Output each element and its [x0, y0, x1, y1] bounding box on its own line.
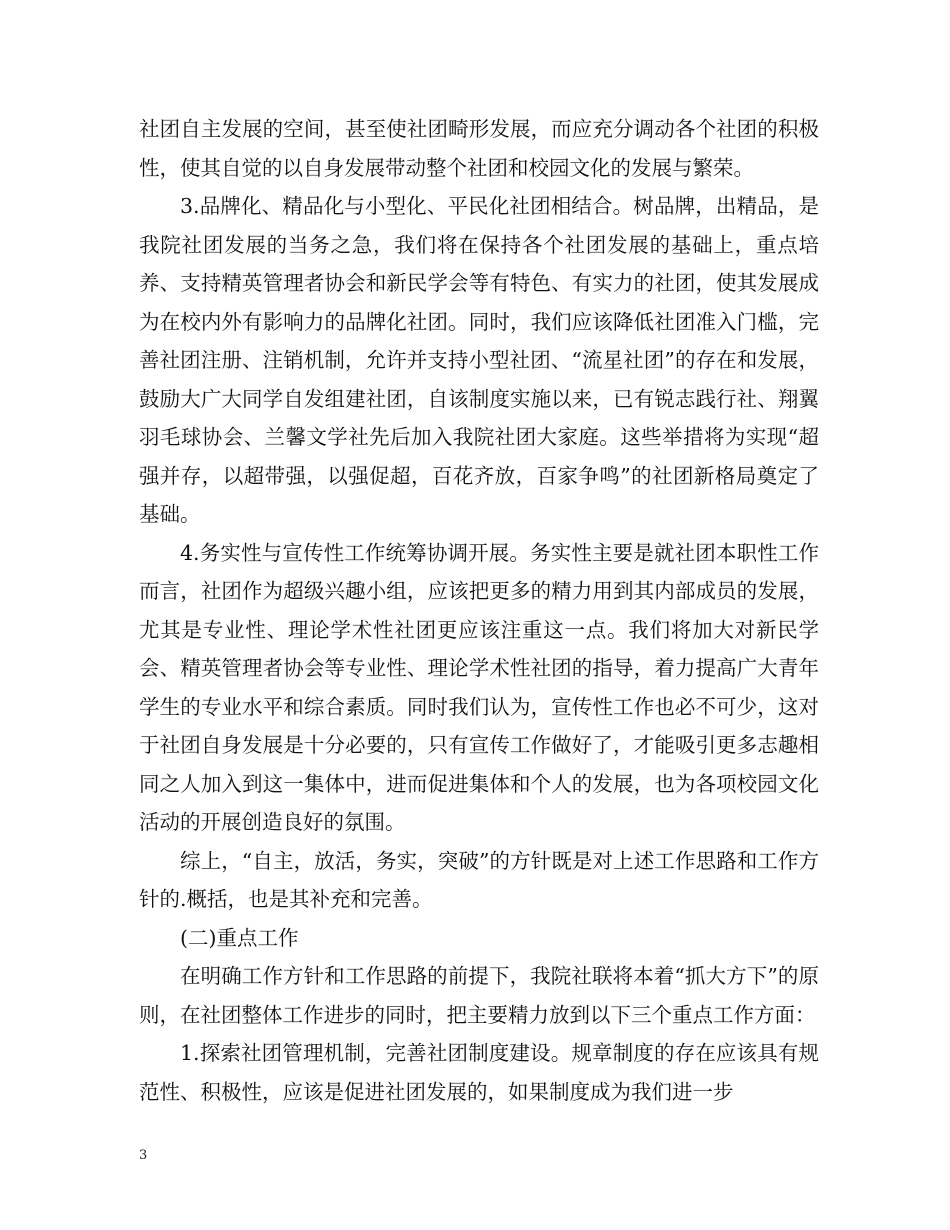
paragraph-item-4-practical-publicity: 4.务实性与宣传性工作统筹协调开展。务实性主要是就社团本职性工作而言，社团作为超级兴趣小组，应该把更多的精力用到其内部成员的发展，尤其是专业性、理论学术性社团更应该注重这一点。我们将加大对新民学会、精英管理者协会等专业性、理论学术性社团的指导，着力提高广大青年学生的专业水平和综合素质。同时我们认为，宣传性工作也必不可少，这对于社团自身发展是十分必要的，只有宣传工作做好了，才能吸引更多志趣相同之人加入到这一集体中，进而促进集体和个人的发展，也为各项校园文化活动的开展创造良好的氛围。: [139, 540, 819, 834]
section-heading-key-work: (二)重点工作: [180, 925, 299, 950]
document-body: [139, 110, 819, 1111]
paragraph-summary: 综上，“自主，放活，务实，突破”的方针既是对上述工作思路和工作方针的.概括，也是其补充和完善。: [139, 848, 819, 911]
paragraph-item-1-management: 1.探索社团管理机制，完善社团制度建设。规章制度的存在应该具有规范性、积极性，应该是促进社团发展的，如果制度成为我们进一步: [139, 1041, 819, 1104]
paragraph-key-work-intro: 在明确工作方针和工作思路的前提下，我院社联将本着“抓大方下”的原则，在社团整体工作进步的同时，把主要精力放到以下三个重点工作方面：: [139, 964, 819, 1027]
page-number: 3: [139, 1148, 148, 1163]
paragraph-continuation: 社团自主发展的空间，甚至使社团畸形发展，而应充分调动各个社团的积极性，使其自觉的以自身发展带动整个社团和校园文化的发展与繁荣。: [139, 117, 819, 180]
paragraph-item-3-branding: 3.品牌化、精品化与小型化、平民化社团相结合。树品牌，出精品，是我院社团发展的当务之急，我们将在保持各个社团发展的基础上，重点培养、支持精英管理者协会和新民学会等有特色、有实力的社团，使其发展成为在校内外有影响力的品牌化社团。同时，我们应该降低社团准入门槛，完善社团注册、注销机制，允许并支持小型社团、“流星社团”的存在和发展，鼓励大广大同学自发组建社团，自该制度实施以来，已有锐志践行社、翔翼羽毛球协会、兰馨文学社先后加入我院社团大家庭。这些举措将为实现“超强并存，以超带强，以强促超，百花齐放，百家争鸣”的社团新格局奠定了基础。: [139, 194, 819, 526]
